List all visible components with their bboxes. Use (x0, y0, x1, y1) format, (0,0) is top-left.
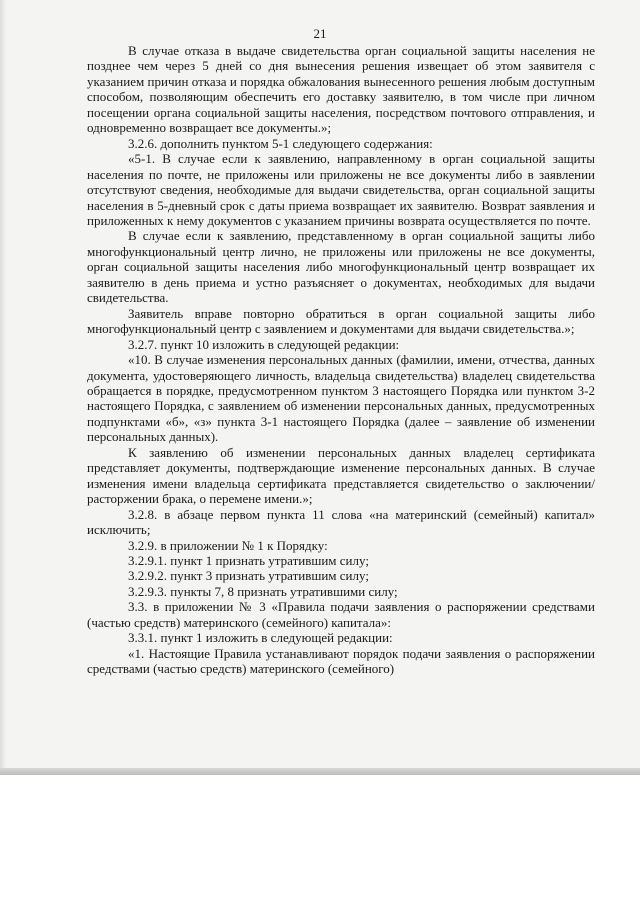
paragraph: 3.3. в приложении № 3 «Правила подачи заявления о распоряжении средствами (частью средств) материнского (семейного) капитала»: (87, 599, 595, 630)
paragraph: 3.2.9.2. пункт 3 признать утратившим силу; (128, 568, 369, 584)
paragraph: Заявитель вправе повторно обратиться в орган социальной защиты либо многофункциональный центр с заявлением и документами для выдачи свидетельства.»; (87, 305, 595, 337)
paragraph: 3.2.9.3. пункты 7, 8 признать утратившими силу; (128, 583, 398, 599)
paragraph: «1. Настоящие Правила устанавливают порядок подачи заявления о распоряжении средствами (частью средств) материнского (семейного) (87, 645, 595, 677)
paragraph: 3.2.9. в приложении № 1 к Порядку: (128, 537, 328, 553)
paragraph: 3.2.8. в абзаце первом пункта 11 слова «на материнский (семейный) капитал» исключить; (87, 506, 595, 538)
scan-bottom-edge (0, 768, 640, 775)
document-body (87, 43, 595, 677)
blank-margin (0, 775, 640, 905)
paragraph: 3.2.7. пункт 10 изложить в следующей редакции: (128, 336, 400, 352)
paragraph: В случае отказа в выдаче свидетельства орган социальной защиты населения не позднее чем через 5 дней со дня вынесения решения извещает об этом заявителя с указанием причин отказа и порядка обжалования вынесенного решения любым доступным способом, позволяющим обеспечить его доставку заявителю, в том числе при личном посещении органа социальной защиты населения, посредством почтового отправления, и одновременно возвращает все документы.»; (87, 43, 595, 136)
paragraph: К заявлению об изменении персональных данных владелец сертификата представляет документы, подтверждающие изменение персональных данных. В случае изменения имени владельца сертификата представляется свидетельство о заключении/расторжении брака, о перемене имени.»; (87, 444, 595, 507)
page-number: 21 (313, 26, 327, 41)
paragraph: 3.2.9.1. пункт 1 признать утратившим силу; (128, 552, 369, 568)
paragraph: «10. В случае изменения персональных данных (фамилии, имени, отчества, данных документа, удостоверяющего личность, владельца свидетельства) владелец свидетельства обращается в порядке, предусмотренном пунктом 3 настоящего Порядка или пунктом 3-2 настоящего Порядка, с заявлением об изменении персональных данных, предусмотренных подпунктами «б», «з» пункта 3-1 настоящего Порядка (далее – заявление об изменении персональных данных). (87, 352, 595, 445)
paragraph: В случае если к заявлению, представленному в орган социальной защиты либо многофункциональный центр лично, не приложены или приложены не все документы, орган социальной защиты населения либо многофункциональный центр возвращает их заявителю в день приема и устно разъясняет о документах, необходимых для выдачи свидетельства. (87, 228, 595, 306)
paragraph: 3.3.1. пункт 1 изложить в следующей редакции: (128, 630, 393, 646)
scan-shadow (0, 0, 6, 775)
paragraph: 3.2.6. дополнить пунктом 5-1 следующего содержания: (128, 135, 433, 151)
paragraph: «5-1. В случае если к заявлению, направленному в орган социальной защиты населения по почте, не приложены или приложены не все документы либо в заявлении отсутствуют сведения, необходимые для выдачи свидетельства, орган социальной защиты населения в 5-дневный срок с даты приема возвращает их заявителю. Возврат заявления и приложенных к нему документов с указанием причины возврата осуществляется по почте. (87, 151, 595, 228)
